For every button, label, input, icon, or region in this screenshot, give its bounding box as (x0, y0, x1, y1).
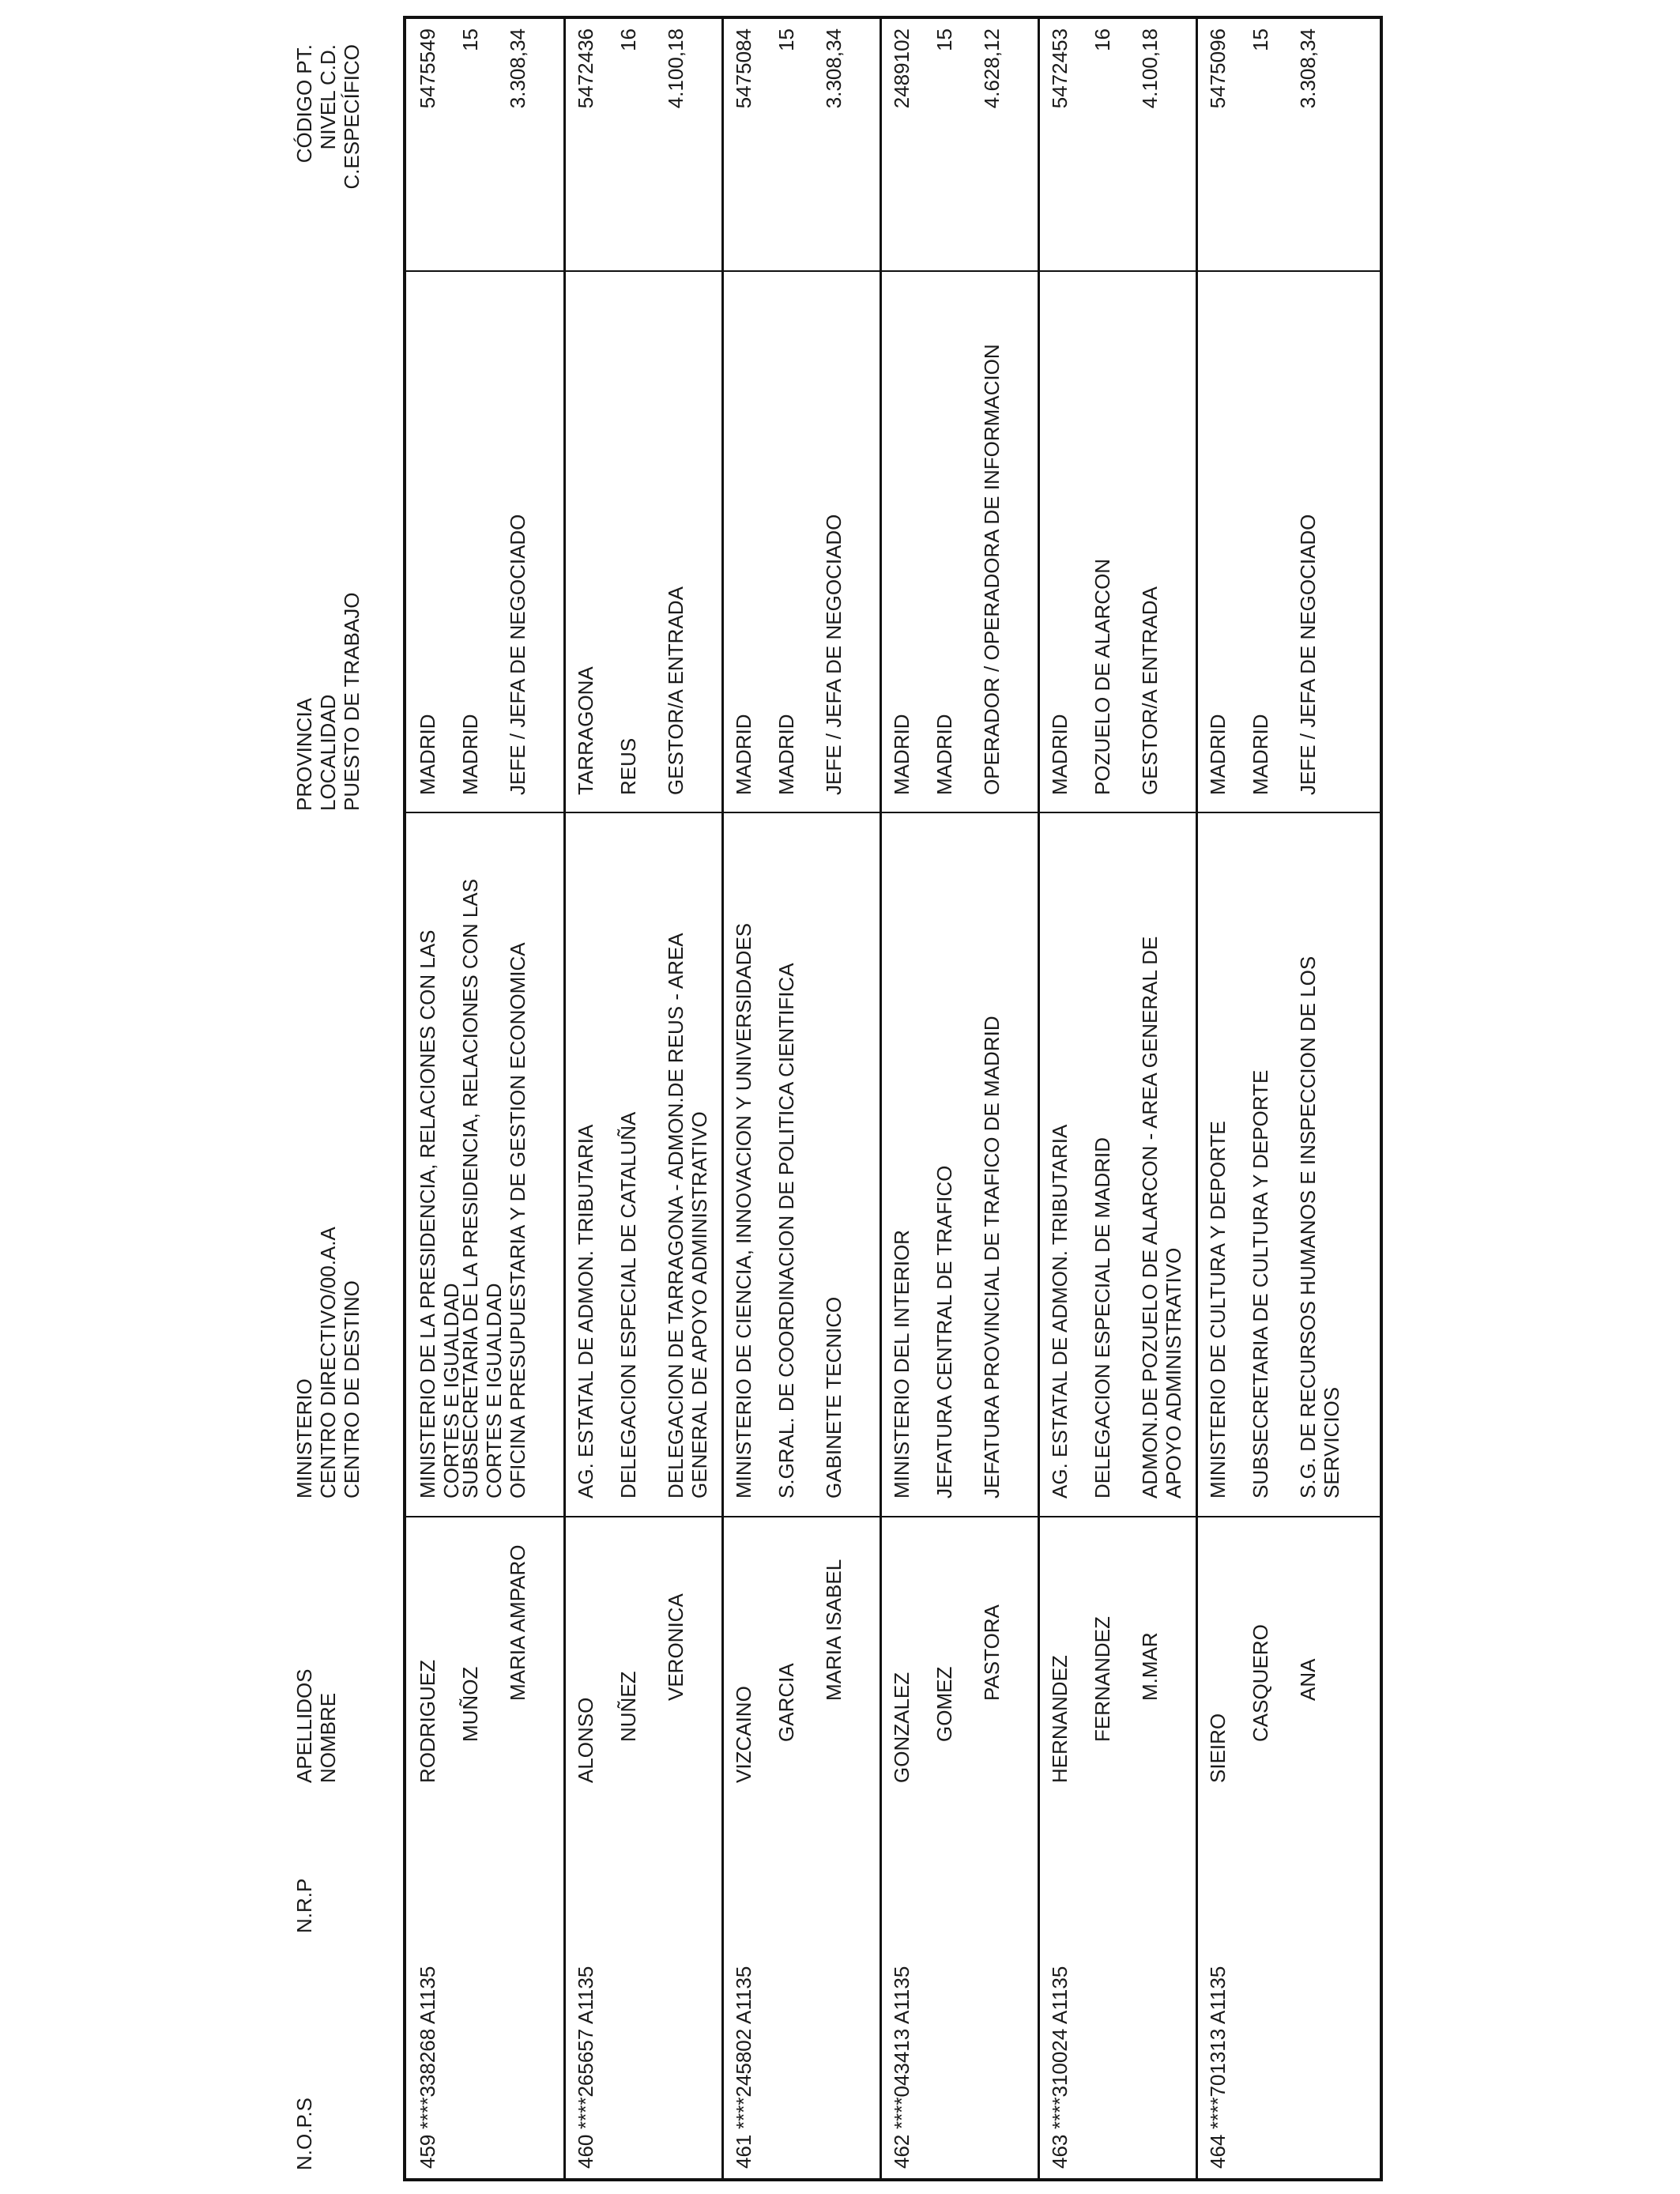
person-name-part: GOMEZ (932, 1666, 956, 1742)
header-localidad-line: LOCALIDAD (316, 694, 340, 811)
header-provincia (292, 593, 363, 811)
header-apellidos-line: APELLIDOS (292, 1668, 316, 1783)
destination-center: AG. ESTATAL DE ADMON. TRIBUTARIA (1048, 1124, 1072, 1498)
table-row (408, 19, 566, 2178)
code-field: 5475096 (1206, 28, 1230, 109)
nops-number: 462 (890, 2134, 913, 2169)
table-row (882, 19, 1040, 2178)
destination-center: DELEGACION ESPECIAL DE MADRID (1090, 1137, 1114, 1498)
workplace-field: JEFE / JEFA DE NEGOCIADO (822, 514, 846, 795)
nrp-code: ****701313 A1135 (1206, 1966, 1230, 2129)
workplace-field: MADRID (774, 714, 798, 795)
workplace-field: POZUELO DE ALARCON (1090, 558, 1114, 795)
header-nombre-line: NOMBRE (316, 1692, 340, 1783)
code-field: 4.628,12 (980, 28, 1004, 109)
nops-number: 461 (732, 2134, 755, 2169)
header-apellidos (292, 1668, 340, 1783)
destination-center: SUBSECRETARIA DE CULTURA Y DEPORTE (1249, 1069, 1272, 1498)
destination-center: JEFATURA CENTRAL DE TRAFICO (932, 1165, 956, 1498)
nops-number: 464 (1206, 2134, 1230, 2169)
workplace-field: OPERADOR / OPERADORA DE INFORMACION (980, 344, 1004, 795)
person-name-part: MARIA ISABEL (822, 1559, 846, 1701)
code-field: 15 (458, 28, 482, 51)
destination-center: MINISTERIO DE LA PRESIDENCIA, RELACIONES CON LAS CORTES E IGUALDAD (416, 929, 463, 1498)
person-name-part: NUÑEZ (616, 1671, 640, 1742)
header-nrp (292, 1879, 316, 1933)
header-ministerio (292, 1227, 363, 1498)
nrp-code: ****043413 A1135 (890, 1966, 913, 2129)
destination-center: DELEGACION ESPECIAL DE CATALUÑA (616, 1111, 640, 1498)
nops-number: 459 (416, 2134, 439, 2169)
workplace-field: MADRID (458, 714, 482, 795)
person-name-part: CASQUERO (1249, 1624, 1272, 1742)
header-puesto-line: PUESTO DE TRABAJO (340, 592, 363, 811)
workplace-field: MADRID (732, 714, 755, 795)
person-name-part: PASTORA (980, 1604, 1004, 1701)
destination-center: S.GRAL. DE COORDINACION DE POLITICA CIENTIFICA (774, 963, 798, 1498)
header-centro-directivo-line: CENTRO DIRECTIVO/00.A.A (316, 1227, 340, 1498)
table-row (1198, 19, 1356, 2178)
nops-number: 460 (574, 2134, 597, 2169)
person-name-part: ANA (1296, 1658, 1320, 1701)
header-especifico-line: C.ESPECÍFICO (340, 44, 363, 190)
code-field: 16 (1090, 28, 1114, 51)
person-name-part: M.MAR (1138, 1632, 1162, 1701)
nops-number: 463 (1048, 2134, 1072, 2169)
code-field: 15 (932, 28, 956, 51)
person-name-part: GARCIA (774, 1663, 798, 1742)
destination-center: OFICINA PRESUPUESTARIA Y DE GESTION ECONOMICA (506, 942, 529, 1498)
destination-center: SUBSECRETARIA DE LA PRESIDENCIA, RELACIONES CON LAS CORTES E IGUALDAD (458, 878, 506, 1498)
workplace-field: MADRID (416, 714, 439, 795)
code-field: 15 (1249, 28, 1272, 51)
workplace-field: REUS (616, 737, 640, 795)
header-centro-destino-line: CENTRO DE DESTINO (340, 1280, 363, 1498)
code-field: 4.100,18 (664, 28, 687, 109)
code-field: 5472436 (574, 28, 597, 109)
person-name-part: GONZALEZ (890, 1672, 913, 1783)
workplace-field: MADRID (1048, 714, 1072, 795)
person-name-part: HERNANDEZ (1048, 1655, 1072, 1783)
workplace-field: JEFE / JEFA DE NEGOCIADO (1296, 514, 1320, 795)
person-name-part: VIZCAINO (732, 1686, 755, 1783)
destination-center: AG. ESTATAL DE ADMON. TRIBUTARIA (574, 1124, 597, 1498)
header-codigo-line: CÓDIGO PT. (292, 44, 316, 164)
header-nops (292, 2098, 316, 2170)
header-nrp-label: N.R.P (292, 1878, 316, 1933)
header-codigo (292, 44, 363, 281)
code-field: 3.308,34 (506, 28, 529, 109)
person-name-part: FERNANDEZ (1090, 1616, 1114, 1742)
code-field: 16 (616, 28, 640, 51)
nrp-code: ****265657 A1135 (574, 1966, 597, 2129)
code-field: 5475084 (732, 28, 755, 109)
code-field: 5472453 (1048, 28, 1072, 109)
destination-center: JEFATURA PROVINCIAL DE TRAFICO DE MADRID (980, 1016, 1004, 1498)
workplace-field: GESTOR/A ENTRADA (1138, 586, 1162, 795)
workplace-field: MADRID (1206, 714, 1230, 795)
nrp-code: ****245802 A1135 (732, 1966, 755, 2129)
table-row (724, 19, 882, 2178)
destination-center: ADMON.DE POZUELO DE ALARCON - AREA GENERAL DE APOYO ADMINISTRATIVO (1138, 936, 1185, 1498)
code-field: 2489102 (890, 28, 913, 109)
nrp-code: ****338268 A1135 (416, 1966, 439, 2129)
code-field: 4.100,18 (1138, 28, 1162, 109)
workplace-field: MADRID (890, 714, 913, 795)
code-field: 5475549 (416, 28, 439, 109)
destination-center: S.G. DE RECURSOS HUMANOS E INSPECCION DE LOS SERVICIOS (1296, 956, 1343, 1498)
workplace-field: TARRAGONA (574, 666, 597, 795)
header-ministerio-line: MINISTERIO (292, 1378, 316, 1498)
destination-center: MINISTERIO DE CIENCIA, INNOVACION Y UNIVERSIDADES (732, 922, 755, 1498)
destination-center: DELEGACION DE TARRAGONA - ADMON.DE REUS - AREA GENERAL DE APOYO ADMINISTRATIVO (664, 933, 711, 1498)
person-name-part: RODRIGUEZ (416, 1660, 439, 1783)
workplace-field: MADRID (1249, 714, 1272, 795)
table-row (566, 19, 724, 2178)
person-name-part: ALONSO (574, 1697, 597, 1783)
records-table (403, 16, 1383, 2181)
code-field: 3.308,34 (1296, 28, 1320, 109)
destination-center: MINISTERIO DEL INTERIOR (890, 1230, 913, 1498)
person-name-part: SIEIRO (1206, 1713, 1230, 1783)
workplace-field: MADRID (932, 714, 956, 795)
code-field: 15 (774, 28, 798, 51)
person-name-part: MARIA AMPARO (506, 1544, 529, 1701)
destination-center: MINISTERIO DE CULTURA Y DEPORTE (1206, 1121, 1230, 1498)
workplace-field: JEFE / JEFA DE NEGOCIADO (506, 514, 529, 795)
header-nivel-line: NIVEL C.D. (316, 44, 340, 150)
workplace-field: GESTOR/A ENTRADA (664, 586, 687, 795)
destination-center: GABINETE TECNICO (822, 1296, 846, 1498)
code-field: 3.308,34 (822, 28, 846, 109)
person-name-part: MUÑOZ (458, 1666, 482, 1742)
nrp-code: ****310024 A1135 (1048, 1966, 1072, 2129)
table-row (1040, 19, 1198, 2178)
header-provincia-line: PROVINCIA (292, 697, 316, 811)
person-name-part: VERONICA (664, 1593, 687, 1701)
header-nops-label: N.O.P.S (292, 2097, 316, 2170)
